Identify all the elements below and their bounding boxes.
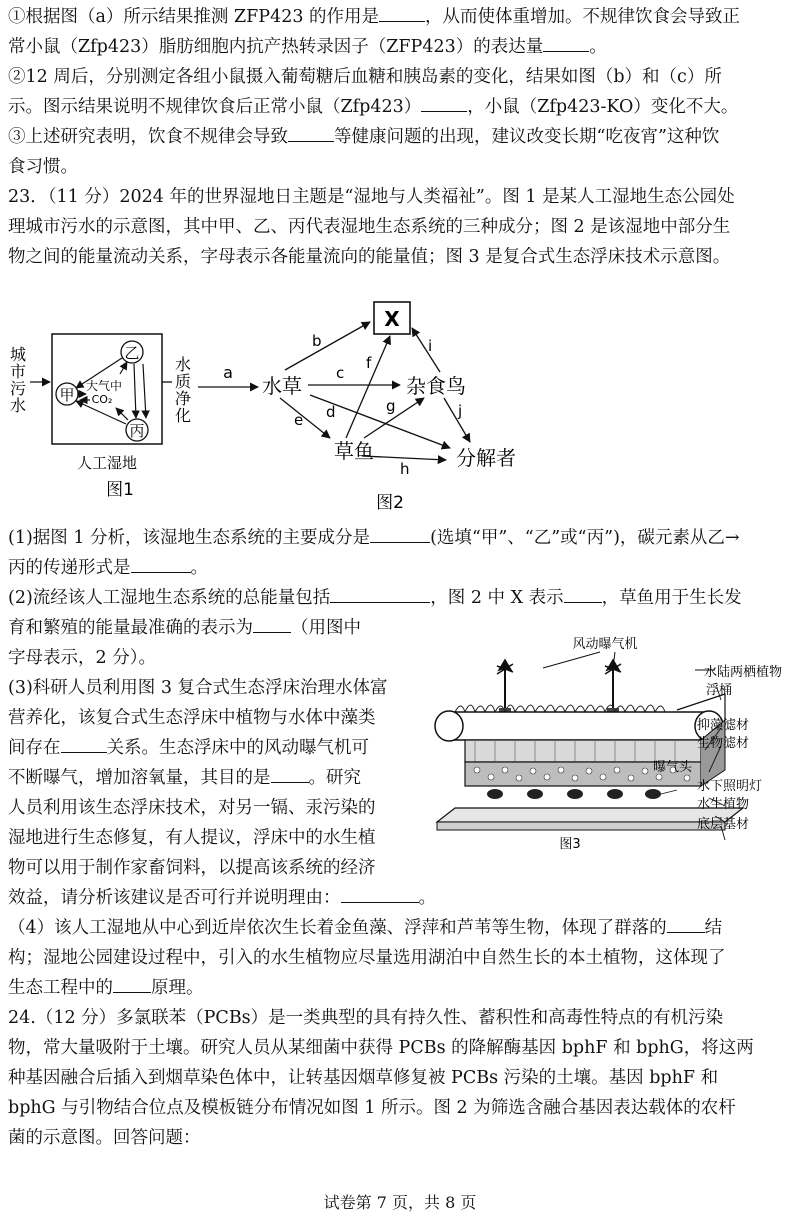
fig2-label-a: a <box>223 363 233 382</box>
fig1-co2-label: CO₂ <box>91 393 113 406</box>
answer-blank[interactable] <box>341 884 419 903</box>
answer-blank[interactable] <box>253 614 291 633</box>
fig1-outflow-4: 化 <box>174 406 192 425</box>
figure-1-and-2 <box>0 290 800 525</box>
page-footer: 试卷第 7 页，共 8 页 <box>323 1193 477 1212</box>
q22-line-5: ③上述研究表明，饮食不规律会导致 等健康问题的出现，建议改变长期“吃夜宵”这种饮 <box>8 122 788 152</box>
fig1-box-label: 人工湿地 <box>76 454 138 472</box>
answer-blank[interactable] <box>271 764 309 783</box>
fig3-caption: 图3 <box>559 837 581 852</box>
fig2-label-e: e <box>294 411 304 429</box>
q23-4-line-3: 生态工程中的 原理。 <box>8 973 788 1003</box>
fig2-arrow-j <box>444 398 470 442</box>
fig1-yi-label: 乙 <box>124 344 140 362</box>
q23-3-line-6: 湿地进行生态修复，有人提议，浮床中的水生植 <box>8 828 376 848</box>
q23-1-line-2: 丙的传递形式是 。 <box>8 553 788 583</box>
fig2-x-label: X <box>384 307 400 331</box>
fig3-algae-filter-label: 抑藻滤材 <box>697 718 750 733</box>
fig3-float-label: 浮桶 <box>706 683 733 698</box>
answer-blank[interactable] <box>543 33 589 52</box>
q24-line-4: bphG 与引物结合位点及模板链分布情况如图 1 所示。图 2 为筛选含融合基因表达载体的农杆 <box>8 1098 736 1118</box>
q22-line-1: ①根据图（a）所示结果推测 ZFP423 的作用是 ，从而使体重增加。不规律饮食会导致正 <box>8 2 788 32</box>
answer-blank[interactable] <box>113 974 151 993</box>
fig1-outflow-1: 水 <box>174 355 192 374</box>
fig2-label-d: d <box>326 403 336 421</box>
fig2-arrow-b <box>285 322 370 370</box>
answer-blank[interactable] <box>667 914 705 933</box>
q23-stem-2: 理城市污水的示意图，其中甲、乙、丙代表湿地生态系统的三种成分；图 2 是该湿地中部分生 <box>8 217 731 237</box>
fig1-inflow-3: 污 <box>9 379 27 398</box>
fig1-inflow-4: 水 <box>9 396 27 415</box>
fig3-turbine-right <box>605 660 621 718</box>
answer-blank[interactable] <box>131 554 191 573</box>
answer-blank[interactable] <box>564 584 602 603</box>
fig2-label-f: f <box>366 354 372 372</box>
q23-stem-1: 23．（11 分）2024 年的世界湿地日主题是“湿地与人类福祉”。图 1 是某人工湿地生态公园处 <box>8 187 735 207</box>
figure-1 <box>10 334 191 500</box>
answer-blank[interactable] <box>370 524 430 543</box>
fig3-aeration-heads <box>487 789 661 799</box>
q23-2-line-2: 育和繁殖的能量最准确的表示为 （用图中 <box>8 613 788 643</box>
fig2-zashiniao: 杂食鸟 <box>406 374 466 398</box>
q22-line-4: 示。图示结果说明不规律饮食后正常小鼠（Zfp423） ，小鼠（Zfp423-KO）变化不大。 <box>8 92 788 122</box>
fig2-label-i: i <box>428 337 433 355</box>
fig3-aerator-label: 风动曝气机 <box>572 637 638 652</box>
fig2-arrow-e <box>280 398 330 438</box>
answer-blank[interactable] <box>330 584 430 603</box>
fig1-bing-label: 丙 <box>129 422 145 440</box>
fig3-base-label: 底层基材 <box>697 817 750 832</box>
q23-4-line-1: （4）该人工湿地从中心到近岸依次生长着金鱼藻、浮萍和芦苇等生物，体现了群落的 结 <box>8 913 788 943</box>
fig1-inflow-2: 市 <box>9 362 27 381</box>
q23-3-line-4: 不断曝气，增加溶氧量，其目的是 。研究 <box>8 763 788 793</box>
fig1-caption: 图1 <box>106 480 134 500</box>
fig3-aeration-head-label: 曝气头 <box>653 760 693 775</box>
q23-4-line-2: 构；湿地公园建设过程中，引入的水生植物应尽量选用湖泊中自然生长的本土植物，这体现了 <box>8 948 726 968</box>
fig2-caption: 图2 <box>376 493 404 513</box>
figure-3 <box>425 630 795 860</box>
fig3-algae-filter-layer <box>465 740 701 762</box>
answer-blank[interactable] <box>379 3 425 22</box>
q23-3-line-1: (3)科研人员利用图 3 复合式生态浮床治理水体富 <box>8 678 388 698</box>
fig1-outflow-3: 净 <box>174 389 192 408</box>
fig1-outflow-2: 质 <box>174 372 192 391</box>
fig3-float-left-end <box>435 711 463 741</box>
q23-1-line-1: (1)据图 1 分析，该湿地生态系统的主要成分是 (选填“甲”、“乙”或“丙”)，碳元素从乙→ <box>8 523 788 553</box>
q22-line-6: 食习惯。 <box>8 157 78 177</box>
q22-line-2: 常小鼠（Zfp423）脂肪细胞内抗产热转录因子（ZFP423）的表达量 。 <box>8 32 788 62</box>
q24-line-2: 物，常大量吸附于土壤。研究人员从某细菌中获得 PCBs 的降解酶基因 bphF 和 bphG，将这两 <box>8 1038 754 1058</box>
fig2-caoyu: 草鱼 <box>334 439 374 463</box>
fig1-air-label: 大气中 <box>85 379 123 393</box>
fig2-label-j: j <box>458 402 463 420</box>
q23-stem-3: 物之间的能量流动关系，字母表示各能量流向的能量值；图 3 是复合式生态浮床技术示意图。 <box>8 247 731 267</box>
fig2-label-h: h <box>400 460 410 478</box>
q23-3-line-3: 间存在 关系。生态浮床中的风动曝气机可 <box>8 733 788 763</box>
q24-line-3: 种基因融合后插入到烟草染色体中，让转基因烟草修复被 PCBs 污染的土壤。基因 bphF 和 <box>8 1068 719 1088</box>
figure-2 <box>198 302 516 513</box>
answer-blank[interactable] <box>421 93 467 112</box>
fig1-inflow-1: 城 <box>9 345 27 364</box>
answer-blank[interactable] <box>288 123 334 142</box>
fig3-amphibious-label: 水陆两栖植物 <box>704 665 783 680</box>
fig3-lamp-label: 水下照明灯 <box>697 779 763 794</box>
q23-3-line-8: 效益，请分析该建议是否可行并说明理由： 。 <box>8 883 788 913</box>
fig2-shuicao: 水草 <box>262 374 302 398</box>
answer-blank[interactable] <box>61 734 107 753</box>
fig3-turbine-left <box>497 660 513 718</box>
fig2-label-b: b <box>312 332 322 350</box>
q23-3-line-2: 营养化，该复合式生态浮床中植物与水体中藻类 <box>8 708 376 728</box>
q24-line-5: 菌的示意图。回答问题： <box>8 1128 201 1148</box>
fig3-bio-filter-label: 生物滤材 <box>697 736 750 751</box>
fig2-arrow-i <box>412 328 440 372</box>
q23-2-line-3: 字母表示，2 分）。 <box>8 648 156 668</box>
q23-2-line-1: (2)流经该人工湿地生态系统的总能量包括 ，图 2 中 X 表示 ，草鱼用于生长发 <box>8 583 788 613</box>
fig2-fenjiezhe: 分解者 <box>456 446 516 470</box>
q23-3-line-5: 人员利用该生态浮床技术，对另一镉、汞污染的 <box>8 798 376 818</box>
fig3-float-body <box>447 712 709 740</box>
q23-3-line-7: 物可以用于制作家畜饲料，以提高该系统的经济 <box>8 858 376 878</box>
fig2-label-g: g <box>386 397 396 415</box>
q24-line-1: 24.（12 分）多氯联苯（PCBs）是一类典型的具有持久性、蓄积性和高毒性特点的有机污染 <box>8 1008 724 1028</box>
fig3-aquatic-label: 水生植物 <box>697 797 750 812</box>
fig1-jia-label: 甲 <box>59 386 75 404</box>
fig2-label-c: c <box>336 364 345 382</box>
q22-line-3: ②12 周后，分别测定各组小鼠摄入葡萄糖后血糖和胰岛素的变化，结果如图（b）和（c）所 <box>8 67 722 87</box>
